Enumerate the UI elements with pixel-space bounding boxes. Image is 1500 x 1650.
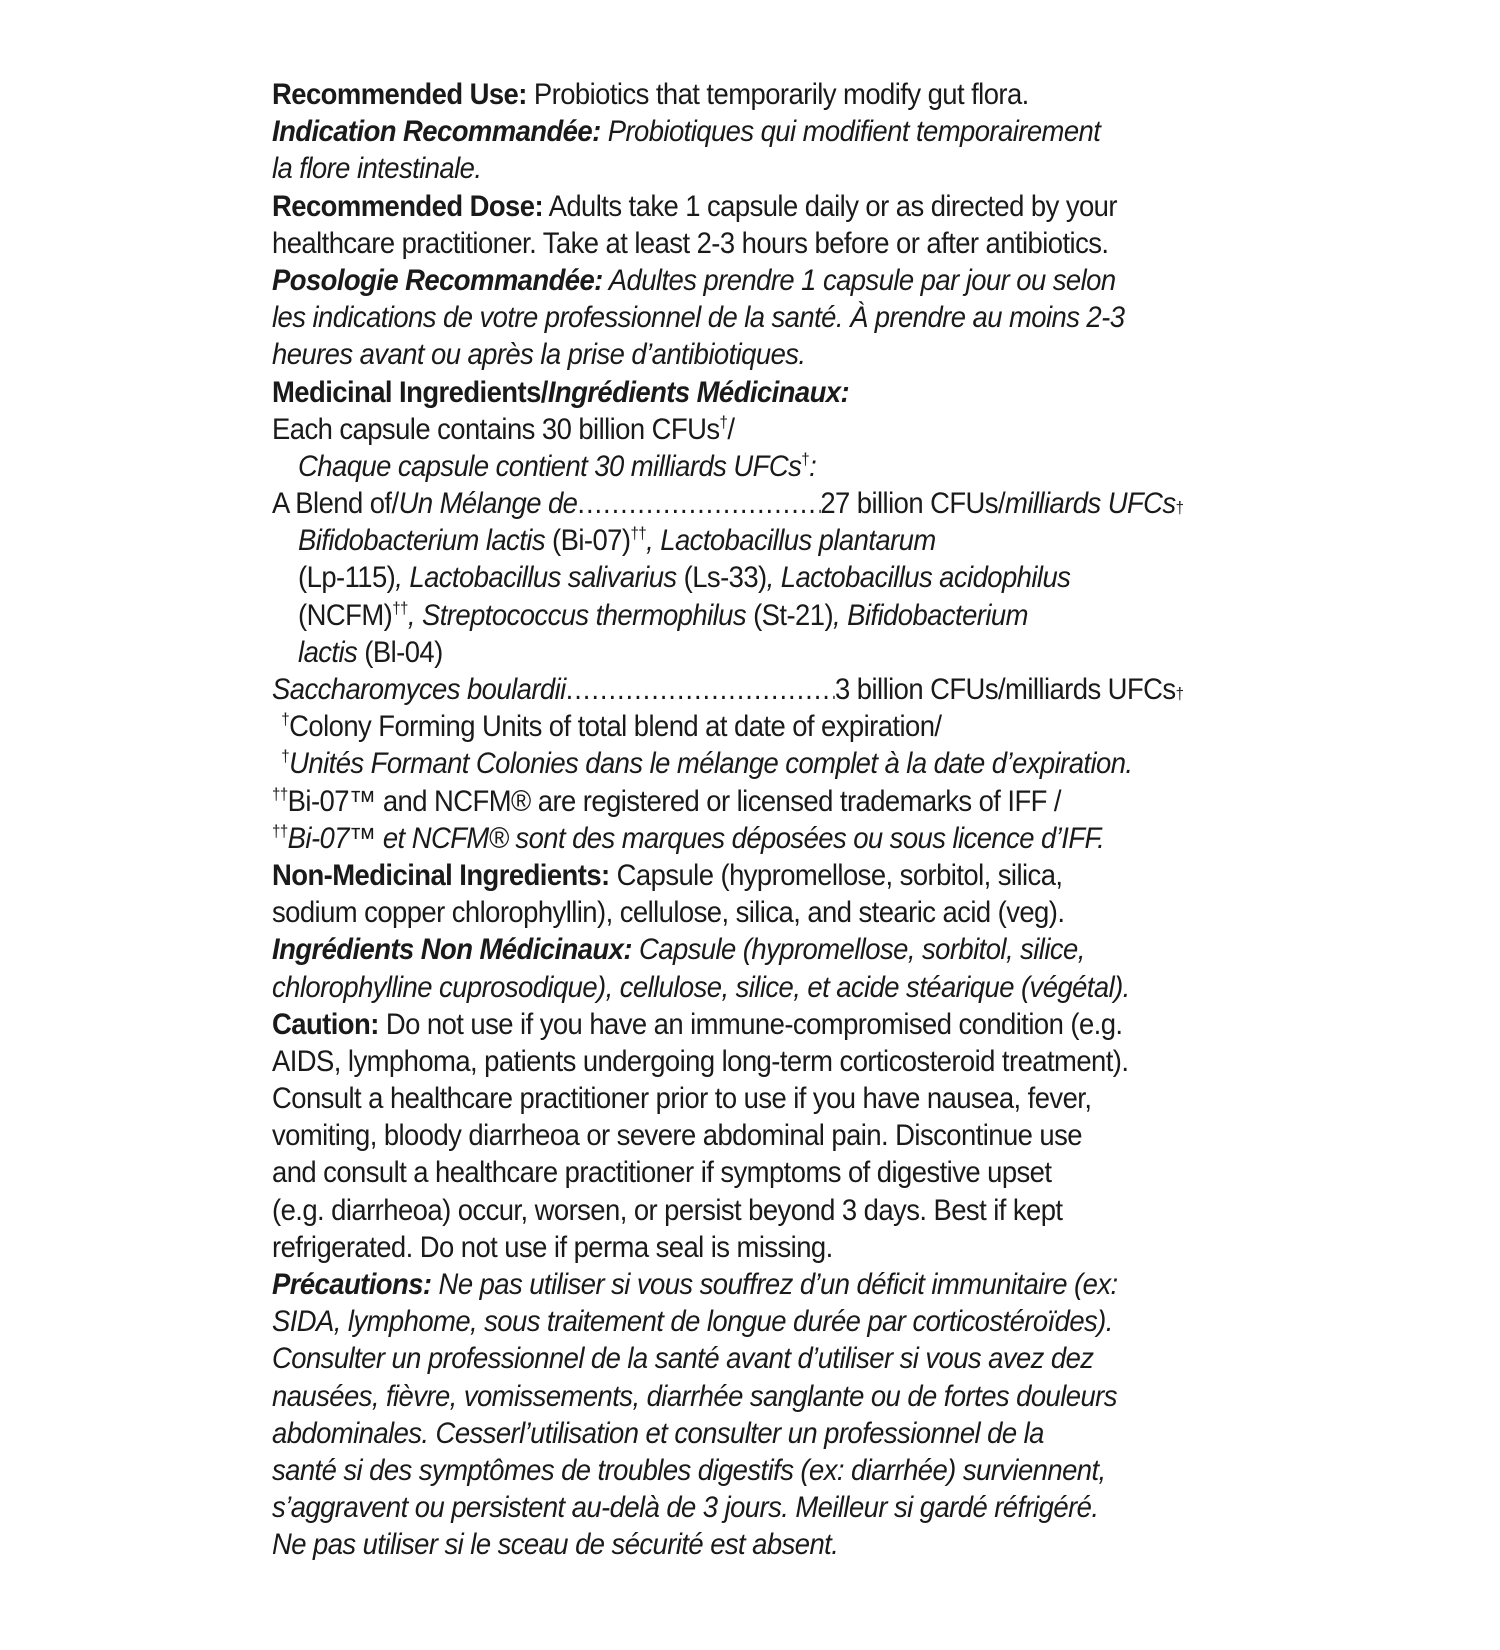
recommended-dose-fr-cont-1: les indications de votre professionnel de la santé. À prendre au moins 2-3 (272, 301, 1125, 335)
caution-en-line-2: AIDS, lymphoma, patients undergoing long-term corticosteroid treatment). (272, 1044, 1129, 1078)
dot-leader (566, 671, 835, 708)
trademark-note-en: ††Bi-07™ and NCFM® are registered or licensed trademarks of IFF / (272, 784, 1062, 818)
recommended-use-fr: Indication Recommandée: Probiotiques qui modifient temporairement (272, 115, 1101, 149)
strain-line-2: (Lp-115), Lactobacillus salivarius (Ls-33), Lactobacillus acidophilus (298, 561, 1071, 595)
caution-en-line-7: refrigerated. Do not use if perma seal is missing. (272, 1230, 833, 1264)
caution-fr-line-5: abdominales. Cesserl’utilisation et consulter un professionnel de la (272, 1416, 1044, 1450)
caution-en-line-1: Caution: Do not use if you have an immune-compromised condition (e.g. (272, 1007, 1123, 1041)
caution-en-line-6: (e.g. diarrheoa) occur, worsen, or persist beyond 3 days. Best if kept (272, 1193, 1063, 1227)
caution-en-line-3: Consult a healthcare practitioner prior to use if you have nausea, fever, (272, 1082, 1092, 1116)
caution-fr-line-1: Précautions: Ne pas utiliser si vous souffrez d’un déficit immunitaire (ex: (272, 1268, 1118, 1301)
non-medicinal-en: Non-Medicinal Ingredients: Capsule (hypromellose, sorbitol, silica, (272, 858, 1063, 892)
cfu-footnote-fr: †Unités Formant Colonies dans le mélange complet à la date d’expiration. (281, 747, 1133, 781)
caution-fr-line-4: nausées, fièvre, vomissements, diarrhée sanglante ou de fortes douleurs (272, 1379, 1117, 1413)
strain-line-3: (NCFM)††, Streptococcus thermophilus (St-21), Bifidobacterium (298, 598, 1028, 632)
non-medicinal-fr-cont: chlorophylline cuprosodique), cellulose, silice, et acide stéarique (végétal). (272, 970, 1130, 1004)
each-capsule-en: Each capsule contains 30 billion CFUs†/ (272, 412, 735, 446)
caution-fr-line-8: Ne pas utiliser si le sceau de sécurité est absent. (272, 1528, 839, 1562)
caution-fr-line-3: Consulter un professionnel de la santé avant d’utiliser si vous avez dez (272, 1342, 1094, 1376)
strain-line-4: lactis (Bl-04) (298, 635, 443, 669)
caution-fr-line-7: s’aggravent ou persistent au-delà de 3 jours. Meilleur si gardé réfrigéré. (272, 1491, 1099, 1525)
product-label-text (272, 76, 1183, 1564)
non-medicinal-fr: Ingrédients Non Médicinaux: Capsule (hypromellose, sorbitol, silice, (272, 933, 1085, 967)
recommended-dose-en: Recommended Dose: Adults take 1 capsule daily or as directed by your (272, 189, 1117, 223)
caution-fr-line-2: SIDA, lymphome, sous traitement de longue durée par corticostéroïdes). (272, 1305, 1113, 1339)
saccharomyces-row: Saccharomyces boulardii ..... 3 billion CFUs/milliards UFCs † (272, 671, 1183, 708)
dot-leader (577, 485, 820, 522)
caution-en-line-5: and consult a healthcare practitioner if symptoms of digestive upset (272, 1156, 1052, 1190)
recommended-dose-fr: Posologie Recommandée: Adultes prendre 1 capsule par jour ou selon (272, 263, 1116, 297)
medicinal-ingredients-heading: Medicinal Ingredients/Ingrédients Médicinaux: (272, 375, 850, 409)
blend-row: A Blend of/ Un Mélange de ..... 27 billion CFUs/ milliards UFCs † (272, 485, 1183, 522)
recommended-use-en: Recommended Use: Probiotics that temporarily modify gut flora. (272, 78, 1029, 111)
recommended-dose-en-cont: healthcare practitioner. Take at least 2-3 hours before or after antibiotics. (272, 226, 1109, 260)
trademark-note-fr: ††Bi-07™ et NCFM® sont des marques déposées ou sous licence d’IFF. (272, 821, 1105, 855)
recommended-dose-fr-cont-2: heures avant ou après la prise d’antibiotiques. (272, 338, 806, 372)
caution-en-line-4: vomiting, bloody diarrheoa or severe abdominal pain. Discontinue use (272, 1119, 1082, 1153)
strain-line-1: Bifidobacterium lactis (Bi-07)††, Lactobacillus plantarum (298, 524, 936, 558)
non-medicinal-en-cont: sodium copper chlorophyllin), cellulose, silica, and stearic acid (veg). (272, 896, 1065, 930)
recommended-use-fr-cont: la flore intestinale. (272, 152, 482, 186)
each-capsule-fr: Chaque capsule contient 30 milliards UFCs†: (298, 449, 817, 483)
cfu-footnote-en: †Colony Forming Units of total blend at date of expiration/ (281, 710, 942, 744)
caution-fr-line-6: santé si des symptômes de troubles digestifs (ex: diarrhée) surviennent, (272, 1453, 1106, 1487)
